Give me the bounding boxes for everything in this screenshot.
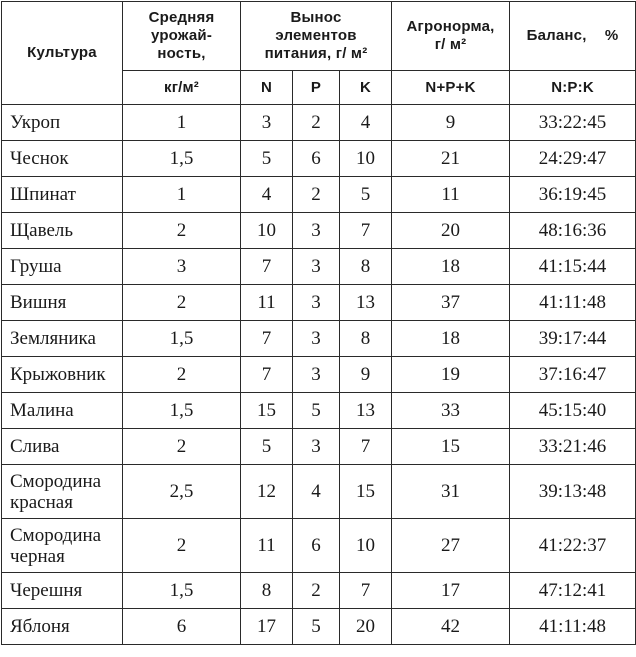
culture-cell: Слива <box>2 429 123 465</box>
header-culture: Культура <box>2 2 123 105</box>
k-cell: 7 <box>340 213 392 249</box>
culture-cell: Груша <box>2 249 123 285</box>
k-cell: 20 <box>340 609 392 645</box>
nutrient-table <box>1 1 636 645</box>
table-row <box>2 357 636 393</box>
agronorm-cell: 33 <box>392 393 510 429</box>
table-row <box>2 573 636 609</box>
n-cell: 5 <box>241 429 293 465</box>
k-cell: 10 <box>340 141 392 177</box>
table-row <box>2 393 636 429</box>
header-balance: Баланс, % <box>510 2 636 71</box>
yield-cell: 6 <box>123 609 241 645</box>
balance-cell: 45:15:40 <box>510 393 636 429</box>
yield-cell: 1,5 <box>123 573 241 609</box>
agronorm-cell: 21 <box>392 141 510 177</box>
n-cell: 11 <box>241 285 293 321</box>
culture-cell: Укроп <box>2 105 123 141</box>
yield-cell: 2 <box>123 519 241 573</box>
k-cell: 8 <box>340 249 392 285</box>
n-cell: 10 <box>241 213 293 249</box>
agronorm-cell: 11 <box>392 177 510 213</box>
p-cell: 4 <box>293 465 340 519</box>
balance-cell: 24:29:47 <box>510 141 636 177</box>
table-row <box>2 465 636 519</box>
p-cell: 6 <box>293 519 340 573</box>
table-row <box>2 105 636 141</box>
balance-cell: 41:11:48 <box>510 609 636 645</box>
p-cell: 5 <box>293 393 340 429</box>
n-cell: 5 <box>241 141 293 177</box>
header-agronorm: Агронорма, г/ м² <box>392 2 510 71</box>
agronorm-cell: 19 <box>392 357 510 393</box>
header-yield: Средняя урожай-ность, <box>123 2 241 71</box>
balance-cell: 39:13:48 <box>510 465 636 519</box>
balance-cell: 33:22:45 <box>510 105 636 141</box>
agronorm-cell: 18 <box>392 321 510 357</box>
table-row <box>2 285 636 321</box>
agronorm-cell: 37 <box>392 285 510 321</box>
culture-cell: Крыжовник <box>2 357 123 393</box>
header-row-1 <box>2 2 636 71</box>
header-k: K <box>340 71 392 105</box>
yield-cell: 3 <box>123 249 241 285</box>
header-npk-ratio: N:P:K <box>510 71 636 105</box>
agronorm-cell: 17 <box>392 573 510 609</box>
agronorm-cell: 15 <box>392 429 510 465</box>
yield-cell: 1 <box>123 105 241 141</box>
p-cell: 5 <box>293 609 340 645</box>
k-cell: 13 <box>340 285 392 321</box>
balance-cell: 39:17:44 <box>510 321 636 357</box>
culture-cell <box>2 465 123 519</box>
k-cell: 13 <box>340 393 392 429</box>
n-cell: 8 <box>241 573 293 609</box>
header-removal: Вынос элементов питания, г/ м² <box>241 2 392 71</box>
table-row <box>2 141 636 177</box>
header-p: P <box>293 71 340 105</box>
n-cell: 7 <box>241 249 293 285</box>
k-cell: 5 <box>340 177 392 213</box>
k-cell: 9 <box>340 357 392 393</box>
p-cell: 3 <box>293 249 340 285</box>
culture-cell: Вишня <box>2 285 123 321</box>
k-cell: 10 <box>340 519 392 573</box>
agronorm-cell: 9 <box>392 105 510 141</box>
p-cell: 3 <box>293 213 340 249</box>
culture-cell: Малина <box>2 393 123 429</box>
p-cell: 6 <box>293 141 340 177</box>
p-cell: 2 <box>293 105 340 141</box>
table-row <box>2 177 636 213</box>
balance-cell: 41:11:48 <box>510 285 636 321</box>
culture-cell: Чеснок <box>2 141 123 177</box>
culture-cell: Черешня <box>2 573 123 609</box>
yield-cell: 2 <box>123 357 241 393</box>
k-cell: 7 <box>340 573 392 609</box>
k-cell: 7 <box>340 429 392 465</box>
culture-cell: Шпинат <box>2 177 123 213</box>
culture-cell <box>2 519 123 573</box>
yield-cell: 2 <box>123 429 241 465</box>
n-cell: 17 <box>241 609 293 645</box>
p-cell: 3 <box>293 285 340 321</box>
table-row <box>2 321 636 357</box>
balance-cell: 33:21:46 <box>510 429 636 465</box>
yield-cell: 2,5 <box>123 465 241 519</box>
p-cell: 2 <box>293 573 340 609</box>
n-cell: 12 <box>241 465 293 519</box>
agronorm-cell: 20 <box>392 213 510 249</box>
n-cell: 4 <box>241 177 293 213</box>
yield-cell: 1,5 <box>123 321 241 357</box>
header-n: N <box>241 71 293 105</box>
k-cell: 8 <box>340 321 392 357</box>
balance-cell: 41:15:44 <box>510 249 636 285</box>
p-cell: 3 <box>293 357 340 393</box>
table-row <box>2 213 636 249</box>
table-row <box>2 249 636 285</box>
n-cell: 7 <box>241 321 293 357</box>
balance-cell: 47:12:41 <box>510 573 636 609</box>
table-row <box>2 519 636 573</box>
n-cell: 7 <box>241 357 293 393</box>
balance-cell: 48:16:36 <box>510 213 636 249</box>
agronorm-cell: 27 <box>392 519 510 573</box>
n-cell: 11 <box>241 519 293 573</box>
agronorm-cell: 31 <box>392 465 510 519</box>
header-npk-sum: N+P+K <box>392 71 510 105</box>
table-row <box>2 429 636 465</box>
agronorm-cell: 18 <box>392 249 510 285</box>
culture-cell: Щавель <box>2 213 123 249</box>
yield-cell: 1 <box>123 177 241 213</box>
yield-cell: 2 <box>123 213 241 249</box>
balance-cell: 37:16:47 <box>510 357 636 393</box>
yield-cell: 1,5 <box>123 393 241 429</box>
header-yield-unit: кг/м² <box>123 71 241 105</box>
balance-cell: 41:22:37 <box>510 519 636 573</box>
yield-cell: 1,5 <box>123 141 241 177</box>
culture-line-2: красная <box>10 491 73 513</box>
p-cell: 3 <box>293 321 340 357</box>
p-cell: 3 <box>293 429 340 465</box>
culture-line-2: черная <box>10 545 65 567</box>
culture-line-1: Смородина <box>10 470 102 492</box>
culture-line-1: Смородина <box>10 524 102 546</box>
p-cell: 2 <box>293 177 340 213</box>
k-cell: 15 <box>340 465 392 519</box>
k-cell: 4 <box>340 105 392 141</box>
culture-cell: Яблоня <box>2 609 123 645</box>
culture-cell: Земляника <box>2 321 123 357</box>
agronorm-cell: 42 <box>392 609 510 645</box>
n-cell: 15 <box>241 393 293 429</box>
n-cell: 3 <box>241 105 293 141</box>
balance-cell: 36:19:45 <box>510 177 636 213</box>
yield-cell: 2 <box>123 285 241 321</box>
table-row <box>2 609 636 645</box>
